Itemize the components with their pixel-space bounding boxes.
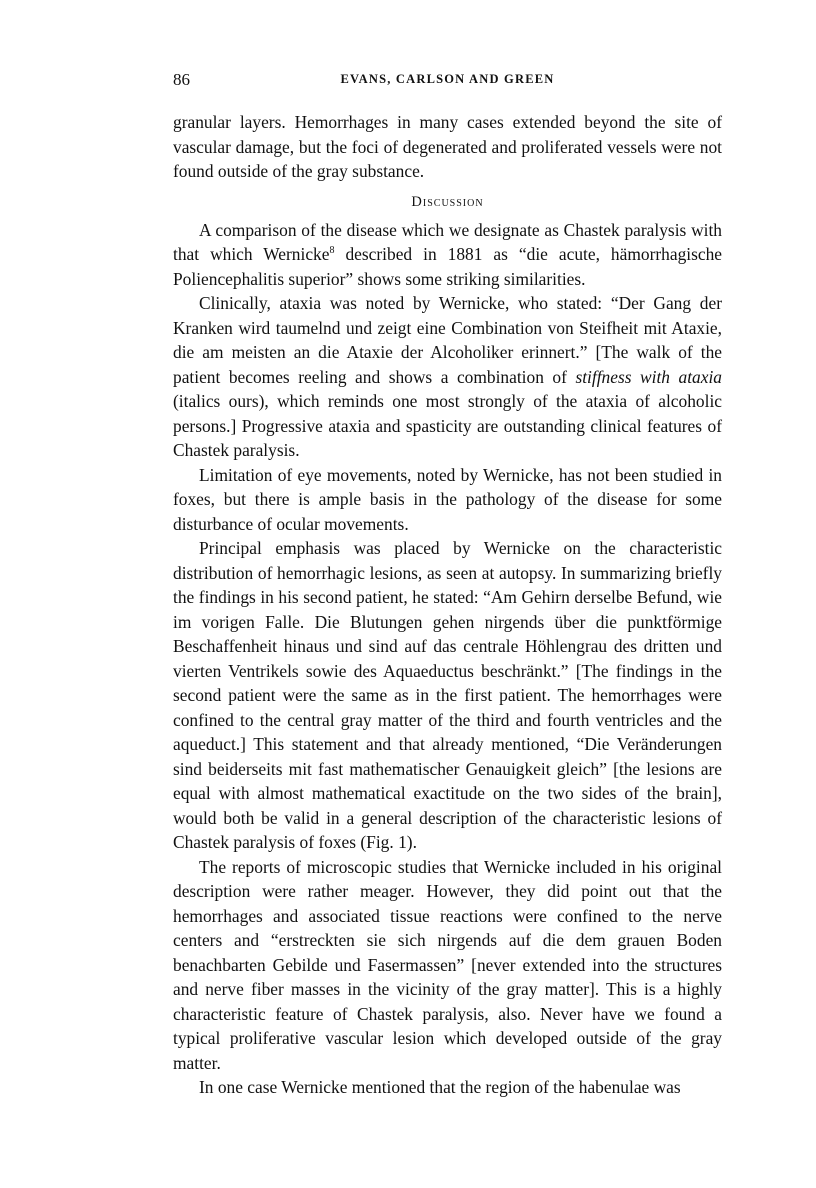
paragraph-eye-movements: Limitation of eye movements, noted by Wernicke, has not been studied in foxes, but there is ample basis in the pathology of the disease for some disturbance of ocular movements. — [173, 464, 722, 534]
running-head: EVANS, CARLSON AND GREEN — [340, 72, 555, 86]
reference-superscript: 8 — [329, 245, 335, 257]
paragraph-microscopic-studies: The reports of microscopic studies that Wernicke included in his original description were rather meager. However, they did point out that the hemorrhages and associated tissue reactions were confined to the nerve centers and “erstreckten sie sich nirgends auf die dem grauen Boden benachbarten Gebilde und Fasermassen” [never extended into the structures and nerve fiber masses in the vicinity of the gray matter]. This is a highly characteristic feature of Chastek paralysis, also. Never have we found a typical proliferative vascular lesion which developed outside of the gray matter. — [173, 856, 722, 1073]
paragraph-text: A comparison of the disease which we designate as Chastek paralysis with that which Wernicke — [173, 219, 722, 264]
paragraph-clinically — [173, 291, 722, 463]
section-heading-discussion: Discussion — [411, 193, 484, 210]
body-text — [173, 110, 722, 1100]
paragraph-habenulae: In one case Wernicke mentioned that the region of the habenulae was — [199, 1077, 681, 1097]
paragraph-principal-emphasis: Principal emphasis was placed by Wernicke on the characteristic distribution of hemorrhagic lesions, as seen at autopsy. In summarizing briefly the findings in his second patient, he stated: “Am Gehirn derselbe Befund, wie im vorigen Falle. Die Blutungen gehen nirgends über die punktförmige Beschaffenheit hinaus und sind auf das centrale Höhlengrau des dritten und vierten Ventrikels sowie des Aquaeductus beschränkt.” [The findings in the second patient were the same as in the first patient. The hemorrhages were confined to the central gray matter of the third and fourth ventricles and the aqueduct.] This statement and that already mentioned, “Die Veränderungen sind beiderseits mit fast mathematischer Genauigkeit gleich” [the lesions are equal with almost mathematical exactitude on the two sides of the brain], would both be valid in a general description of the characteristic lesions of Chastek paralysis of foxes (Fig. 1). — [173, 538, 722, 852]
page-number: 86 — [173, 70, 190, 89]
paragraph-text: (italics ours), which reminds one most strongly of the ataxia of alcoholic persons.] Progressive ataxia and spasticity are outstanding clinical features of Chastek paralysis. — [173, 391, 722, 460]
paragraph-text: described in 1881 as “die acute, hämorrhagische Poliencephalitis superior” shows some striking similarities. — [173, 244, 722, 289]
italic-phrase: stiffness with ataxia — [575, 366, 722, 387]
page-header — [173, 70, 722, 92]
paragraph-continued: granular layers. Hemorrhages in many cases extended beyond the site of vascular damage, but the foci of degenerated and proliferated vessels were not found outside of the gray substance. — [173, 112, 722, 181]
paragraph-text: Clinically, ataxia was noted by Wernicke, who stated: “Der Gang der Kranken wird taumelnd und zeigt eine Combination von Steifheit mit Ataxie, die am meisten an die Ataxie der Alcoholiker erinnert.” [The walk of the patient becomes reeling and shows a combination of — [173, 293, 722, 387]
paragraph-comparison — [173, 218, 722, 292]
